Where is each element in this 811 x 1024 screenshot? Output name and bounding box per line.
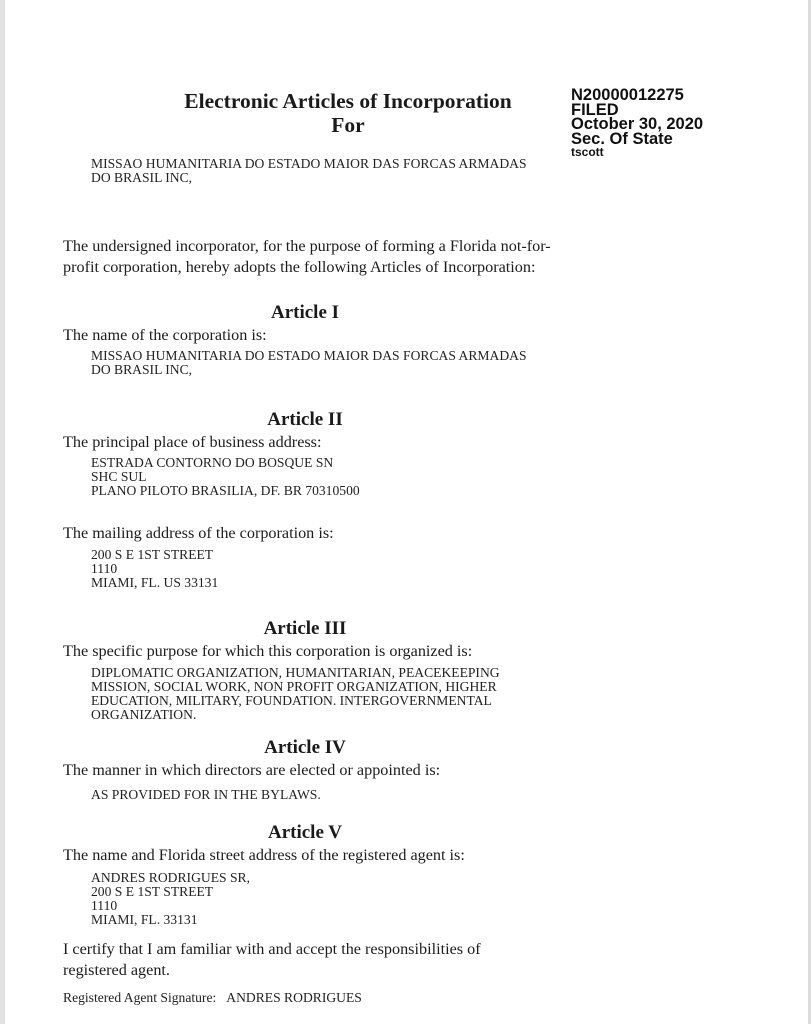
article-i-line: MISSAO HUMANITARIA DO ESTADO MAIOR DAS FORCAS ARMADAS xyxy=(91,348,527,363)
article-i-line: DO BRASIL INC, xyxy=(91,362,193,377)
mailing-address-line: MIAMI, FL. US 33131 xyxy=(91,575,219,590)
business-address-line: SHC SUL xyxy=(91,469,147,484)
filing-status: FILED xyxy=(571,100,619,119)
corporation-name-line: MISSAO HUMANITARIA DO ESTADO MAIOR DAS FORCAS ARMADAS xyxy=(91,156,527,171)
title-line-1: Electronic Articles of Incorporation xyxy=(184,89,512,113)
article-i-heading: Article I xyxy=(270,302,340,323)
registered-agent-signature xyxy=(63,990,362,1006)
intro-line: profit corporation, hereby adopts the following Articles of Incorporation: xyxy=(63,258,536,276)
certification-line: I certify that I am familiar with and accept the responsibilities of xyxy=(63,940,481,958)
purpose-line: MISSION, SOCIAL WORK, NON PROFIT ORGANIZATION, HIGHER xyxy=(91,679,497,694)
purpose-line: EDUCATION, MILITARY, FOUNDATION. INTERGOVERNMENTAL xyxy=(91,693,492,708)
mailing-address-label: The mailing address of the corporation is: xyxy=(63,524,334,542)
intro-paragraph xyxy=(63,236,551,278)
article-iii-label: The specific purpose for which this corporation is organized is: xyxy=(63,642,473,660)
certification-line: registered agent. xyxy=(63,961,170,979)
intro-line: The undersigned incorporator, for the purpose of forming a Florida not-for- xyxy=(63,237,551,255)
corporation-name-line: DO BRASIL INC, xyxy=(91,170,193,185)
article-iv-heading: Article IV xyxy=(264,737,346,758)
document-number: N20000012275 xyxy=(571,86,684,104)
article-iii-heading: Article III xyxy=(263,618,347,639)
mailing-address-line: 1110 xyxy=(91,561,118,576)
article-i-value xyxy=(91,349,527,377)
mailing-address-line: 200 S E 1ST STREET xyxy=(91,547,214,562)
registered-agent-line: MIAMI, FL. 33131 xyxy=(91,912,198,927)
registered-agent-address xyxy=(91,871,250,927)
article-iv-label: The manner in which directors are elected or appointed is: xyxy=(63,761,441,779)
registered-agent-line: 200 S E 1ST STREET xyxy=(91,884,214,899)
corporation-name xyxy=(91,157,527,185)
registered-agent-line: ANDRES RODRIGUES SR, xyxy=(91,870,250,885)
business-address xyxy=(91,456,360,498)
filing-stamp xyxy=(571,88,703,158)
business-address-line: ESTRADA CONTORNO DO BOSQUE SN xyxy=(91,455,334,470)
purpose-line: ORGANIZATION. xyxy=(91,707,197,722)
purpose-statement xyxy=(91,666,500,722)
article-ii-label: The principal place of business address: xyxy=(63,433,322,451)
business-address-line: PLANO PILOTO BRASILIA, DF. BR 70310500 xyxy=(91,483,360,498)
director-election-line: AS PROVIDED FOR IN THE BYLAWS. xyxy=(91,787,321,802)
document-title xyxy=(128,89,568,137)
article-v-label: The name and Florida street address of the registered agent is: xyxy=(63,846,465,864)
filing-clerk: tscott xyxy=(571,145,604,159)
director-election xyxy=(91,788,321,802)
page-edge-left xyxy=(0,0,5,1024)
article-v-heading: Article V xyxy=(267,822,343,843)
filing-date: October 30, 2020 xyxy=(571,115,704,133)
certification-paragraph xyxy=(63,939,481,981)
purpose-line: DIPLOMATIC ORGANIZATION, HUMANITARIAN, PEACEKEEPING xyxy=(91,665,500,680)
signature-label: Registered Agent Signature: xyxy=(63,990,217,1005)
registered-agent-line: 1110 xyxy=(91,898,118,913)
mailing-address xyxy=(91,548,218,590)
article-ii-heading: Article II xyxy=(267,409,343,430)
title-line-2: For xyxy=(331,113,365,137)
filing-office: Sec. Of State xyxy=(571,129,673,148)
signature-name: ANDRES RODRIGUES xyxy=(226,990,362,1005)
article-i-label: The name of the corporation is: xyxy=(63,326,267,344)
